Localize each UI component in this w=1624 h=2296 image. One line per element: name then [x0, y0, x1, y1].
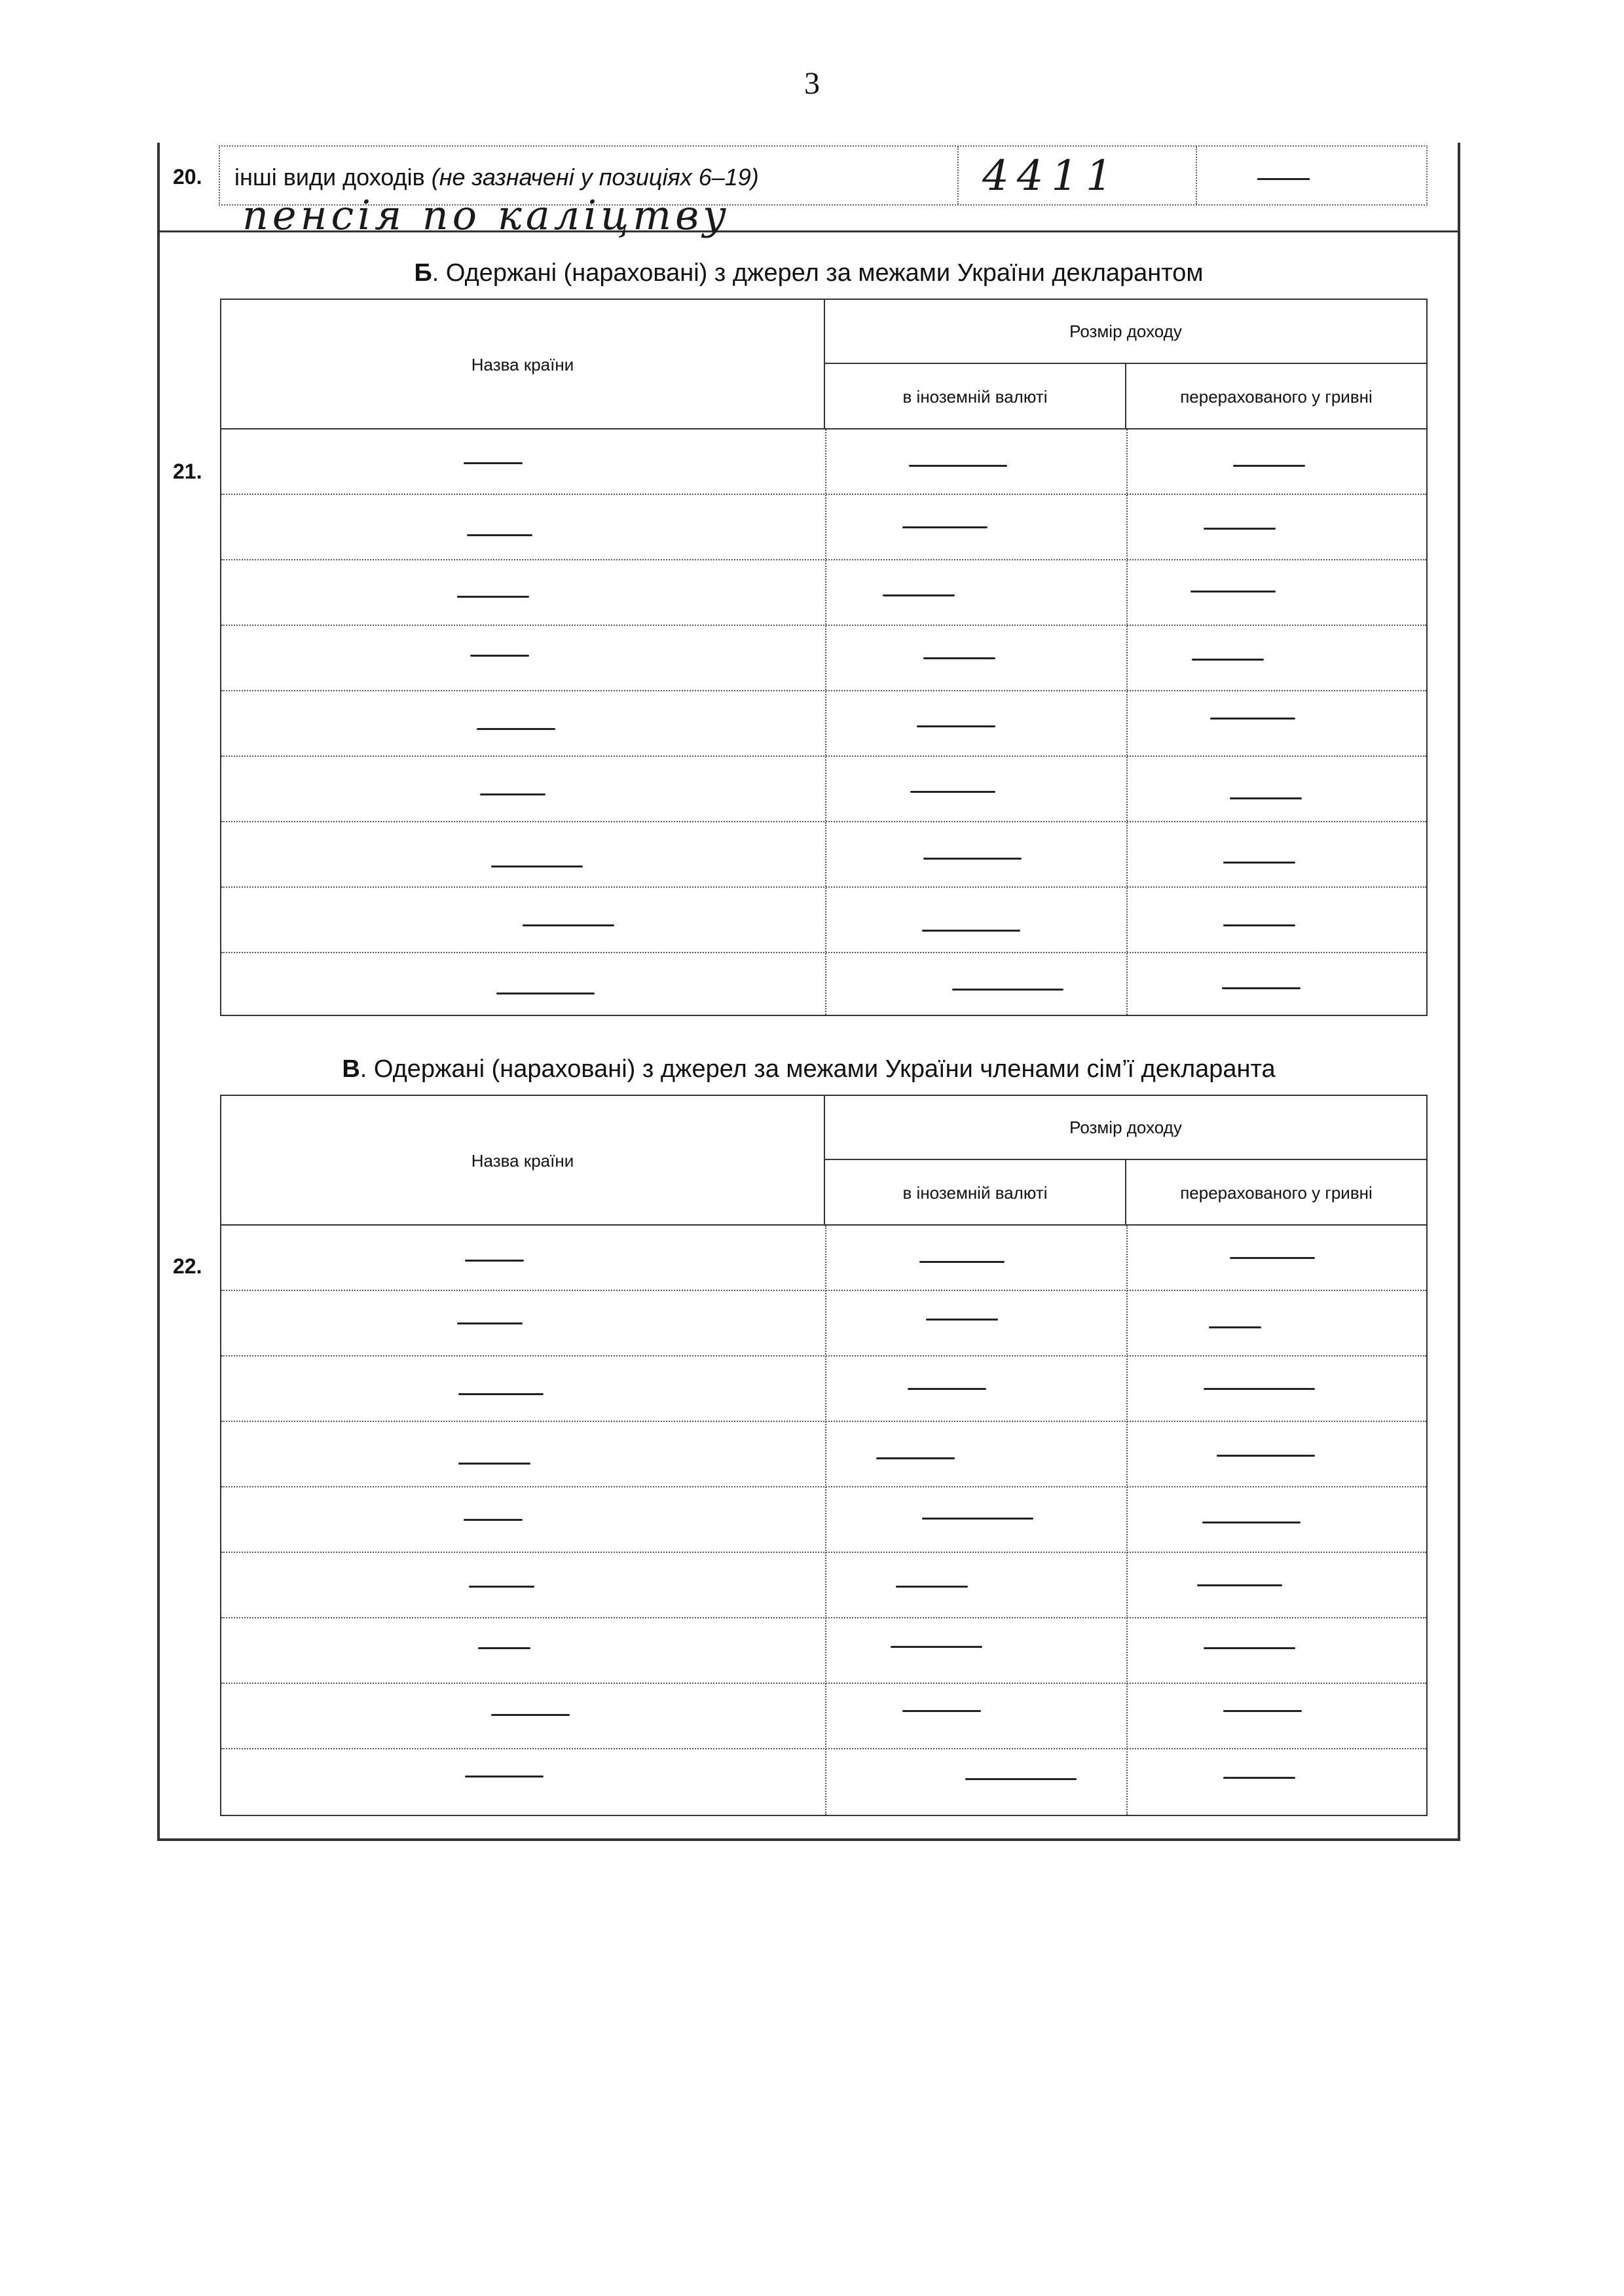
empty-dash: [923, 858, 1022, 860]
table-row: [221, 1357, 1426, 1422]
empty-dash: [965, 1778, 1077, 1780]
header-uah: перерахованого у гривні: [1180, 1182, 1373, 1203]
empty-dash: [480, 793, 545, 795]
empty-dash: [1197, 1584, 1282, 1586]
empty-dash: [470, 655, 529, 657]
empty-dash: [1230, 797, 1302, 799]
section-c-table: [220, 1095, 1428, 1816]
empty-dash: [491, 1714, 570, 1716]
empty-dash: [1204, 528, 1276, 530]
empty-dash: [896, 1586, 968, 1588]
table-row: [221, 888, 1426, 953]
empty-dash: [464, 462, 523, 464]
section-c-title-text: . Одержані (нараховані) з джерел за межами України членами сім’ї декларанта: [360, 1055, 1276, 1083]
table-row: [221, 1226, 1426, 1291]
empty-dash: [1204, 1647, 1295, 1649]
table-row: [221, 822, 1426, 888]
empty-dash: [922, 930, 1020, 932]
table-row: [221, 1618, 1426, 1684]
empty-dash: [902, 1710, 981, 1712]
row-20-amount: 4411: [982, 152, 1120, 200]
row-20-divider: [1196, 147, 1197, 204]
empty-dash: [1223, 1710, 1302, 1712]
header-uah: перерахованого у гривні: [1180, 386, 1373, 407]
header-foreign-currency: в іноземній валюті: [825, 364, 1126, 429]
empty-dash: [952, 989, 1063, 991]
empty-dash: [478, 1647, 530, 1649]
table-row: [221, 1487, 1426, 1553]
empty-dash: [1192, 659, 1264, 661]
header-income-size: Розмір доходу: [825, 300, 1426, 364]
section-c-letter: В: [342, 1055, 360, 1083]
empty-dash: [908, 1388, 986, 1390]
empty-dash: [1230, 1257, 1315, 1259]
table-row: [221, 1749, 1426, 1815]
section-c-rows: [221, 1226, 1426, 1815]
empty-dash: [1223, 1777, 1295, 1779]
table-row: [221, 691, 1426, 757]
empty-dash: [1223, 862, 1295, 864]
empty-dash: [457, 1322, 523, 1324]
empty-dash: [923, 657, 995, 659]
table-row: [221, 1553, 1426, 1618]
empty-dash: [464, 1519, 523, 1521]
table-row: [221, 626, 1426, 691]
table-row: [221, 495, 1426, 560]
section-b-title-text: . Одержані (нараховані) з джерел за межами України декларантом: [432, 259, 1204, 287]
section-b-title: [157, 259, 1460, 287]
empty-dash: [458, 1393, 544, 1395]
empty-dash: [1223, 924, 1295, 926]
empty-dash: [902, 526, 987, 528]
empty-dash: [477, 728, 555, 730]
table-row: [221, 953, 1426, 1019]
row-21-number: 21.: [173, 460, 202, 483]
empty-dash: [491, 866, 583, 867]
empty-dash: [876, 1457, 955, 1459]
row-20-handwritten-note: пенсія по каліцтву: [242, 191, 731, 239]
section-b-letter: Б: [414, 259, 432, 287]
table-row: [221, 1291, 1426, 1357]
section-b-rows: [221, 429, 1426, 1019]
row-20-label-text: інші види доходів: [234, 164, 425, 191]
empty-dash: [883, 594, 955, 596]
table-row: [221, 1422, 1426, 1487]
header-foreign-currency: в іноземній валюті: [825, 1160, 1126, 1226]
empty-dash: [1217, 1455, 1315, 1457]
empty-dash: [910, 791, 995, 793]
empty-dash: [1190, 591, 1276, 592]
table-row: [221, 560, 1426, 626]
empty-dash: [458, 1463, 530, 1465]
empty-dash: [919, 1261, 1005, 1263]
row-20-dash: [1257, 178, 1310, 180]
header-country: Назва країни: [221, 1096, 825, 1226]
empty-dash: [469, 1586, 534, 1588]
section-c-title: [157, 1055, 1460, 1084]
empty-dash: [926, 1319, 998, 1321]
empty-dash: [457, 596, 529, 598]
row-20-number: 20.: [173, 165, 202, 189]
empty-dash: [1202, 1522, 1301, 1523]
table-row: [221, 429, 1426, 495]
empty-dash: [465, 1260, 524, 1262]
empty-dash: [467, 534, 532, 536]
table-row: [221, 1684, 1426, 1749]
empty-dash: [523, 924, 614, 926]
empty-dash: [909, 465, 1007, 467]
row-20-divider: [957, 147, 959, 204]
page-number: 3: [804, 66, 820, 101]
row-22-number: 22.: [173, 1254, 202, 1278]
section-b-table: [220, 299, 1428, 1016]
row-20-label: [234, 164, 759, 191]
header-country: Назва країни: [221, 300, 825, 429]
empty-dash: [917, 725, 995, 727]
empty-dash: [1209, 1326, 1261, 1328]
empty-dash: [496, 993, 595, 994]
empty-dash: [1233, 465, 1305, 467]
header-income-size: Розмір доходу: [825, 1096, 1426, 1160]
row-20-label-note: (не зазначені у позиціях 6–19): [431, 164, 759, 191]
empty-dash: [1222, 987, 1301, 989]
table-row: [221, 757, 1426, 822]
empty-dash: [465, 1776, 544, 1777]
empty-dash: [922, 1518, 1033, 1520]
empty-dash: [1210, 718, 1295, 720]
empty-dash: [891, 1646, 982, 1648]
empty-dash: [1204, 1388, 1315, 1390]
